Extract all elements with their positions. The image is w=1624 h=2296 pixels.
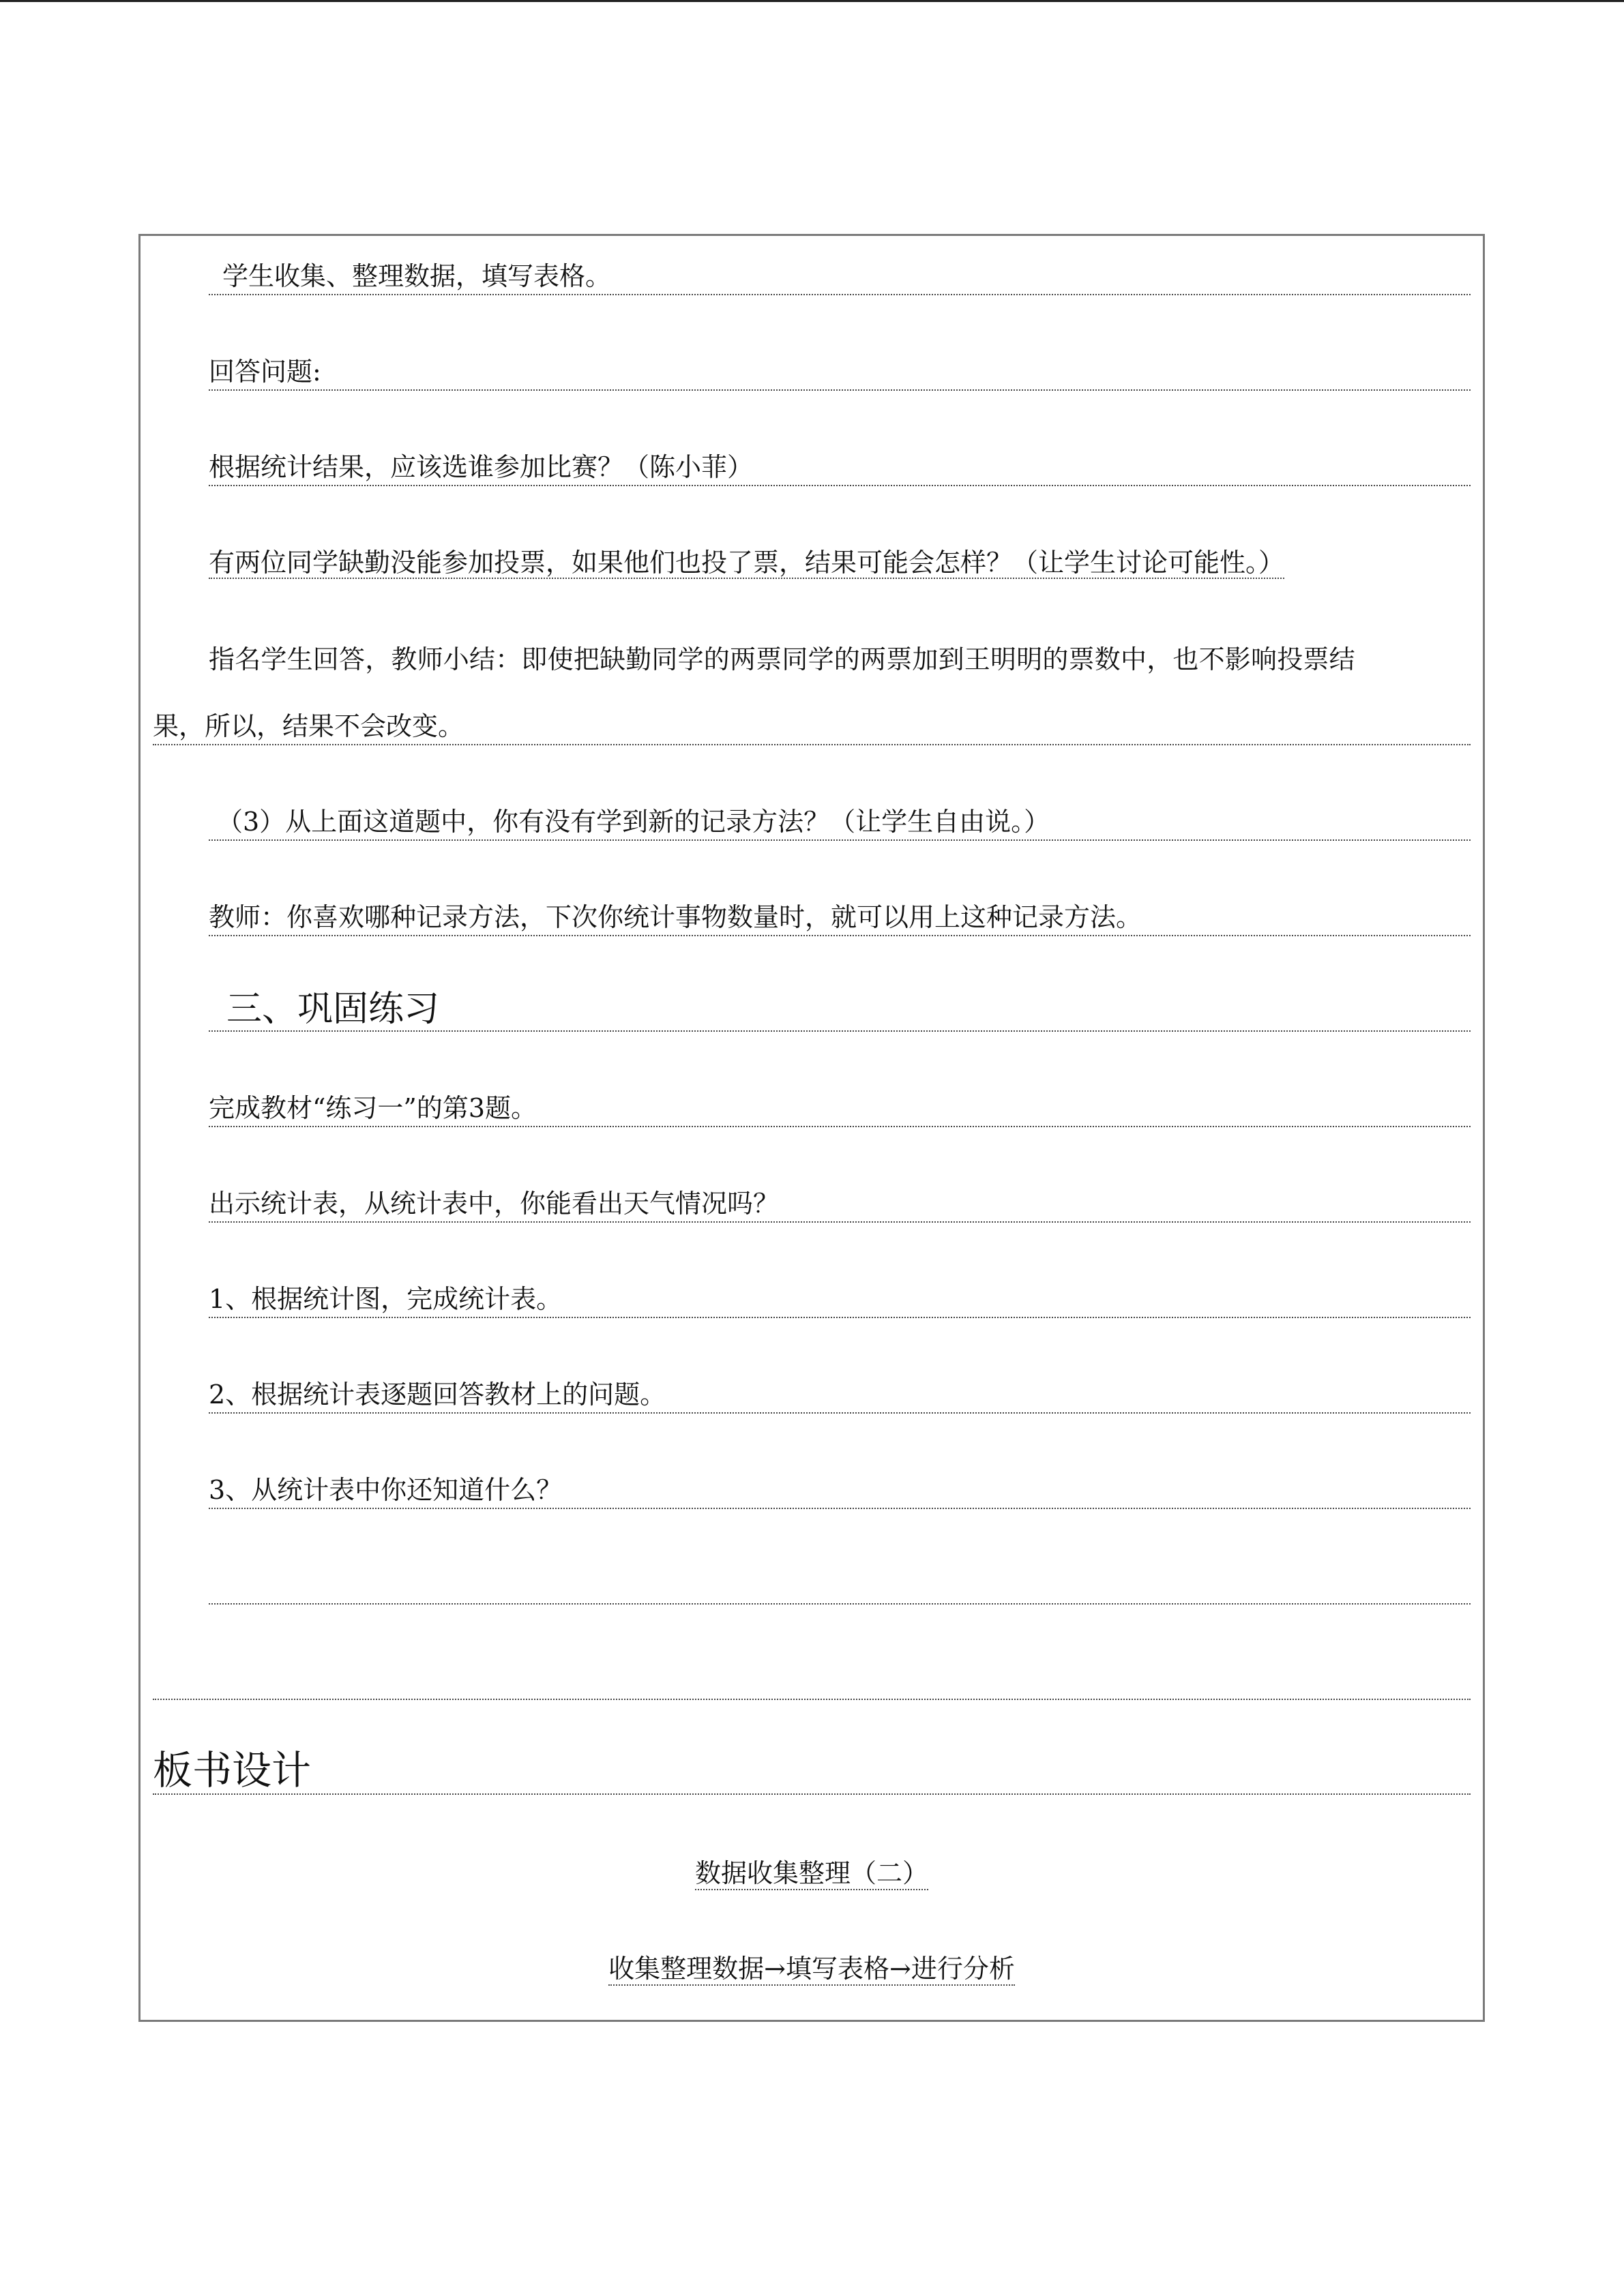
practice-text: 2、根据统计表逐题回答教材上的问题。: [209, 1380, 666, 1410]
ruled-line: [209, 644, 1471, 677]
board-flow: 收集整理数据→填写表格→进行分析: [608, 1953, 1015, 1986]
paragraph-text: 果，所以，结果不会改变。: [153, 711, 464, 741]
ruled-line: [209, 452, 1471, 486]
ruled-line: [209, 1093, 1471, 1127]
ruled-line: [209, 1284, 1471, 1318]
paragraph-text: 学生收集、整理数据，填写表格。: [222, 261, 612, 291]
ruled-line: [209, 357, 1471, 391]
practice-text: 3、从统计表中你还知道什么？: [209, 1475, 563, 1505]
section-heading: 三、巩固练习: [226, 989, 440, 1030]
empty-ruled-line: [209, 1577, 1471, 1605]
ruled-line: [153, 1747, 1471, 1795]
practice-text: 1、根据统计图，完成统计表。: [209, 1284, 563, 1314]
paragraph-text: （3）从上面这道题中，你有没有学到新的记录方法？（让学生自由说。）: [217, 807, 1050, 837]
paragraph-text: 教师：你喜欢哪种记录方法，下次你统计事物数量时，就可以用上这种记录方法。: [209, 902, 1142, 932]
paragraph-text: 指名学生回答，教师小结：即使把缺勤同学的两票同学的两票加到王明明的票数中，也不影响投票结: [209, 644, 1355, 674]
practice-text: 完成教材“练习一”的第3题。: [209, 1093, 537, 1123]
board-title: 数据收集整理（二）: [695, 1858, 928, 1890]
board-design-heading: 板书设计: [153, 1747, 312, 1793]
ruled-line: [209, 902, 1471, 936]
page-top-rule: [0, 0, 1624, 2]
ruled-line: [209, 1475, 1471, 1509]
ruled-line: [153, 711, 1471, 745]
ruled-line: [209, 1380, 1471, 1414]
empty-ruled-line: [153, 1673, 1471, 1700]
ruled-line: [209, 989, 1471, 1032]
ruled-line: [209, 1189, 1471, 1223]
board-title-line: [138, 1858, 1485, 1892]
paragraph-text: 根据统计结果，应该选谁参加比赛？（陈小菲）: [209, 452, 754, 482]
paragraph-text: 有两位同学缺勤没能参加投票，如果他们也投了票，结果可能会怎样？（让学生讨论可能性。）: [209, 548, 1285, 578]
ruled-line: [209, 807, 1471, 841]
ruled-line: [209, 548, 1398, 582]
practice-text: 出示统计表，从统计表中，你能看出天气情况吗？: [209, 1189, 780, 1219]
ruled-line: [209, 261, 1471, 295]
board-flow-line: [138, 1953, 1485, 1987]
paragraph-text: 回答问题:: [209, 357, 321, 387]
